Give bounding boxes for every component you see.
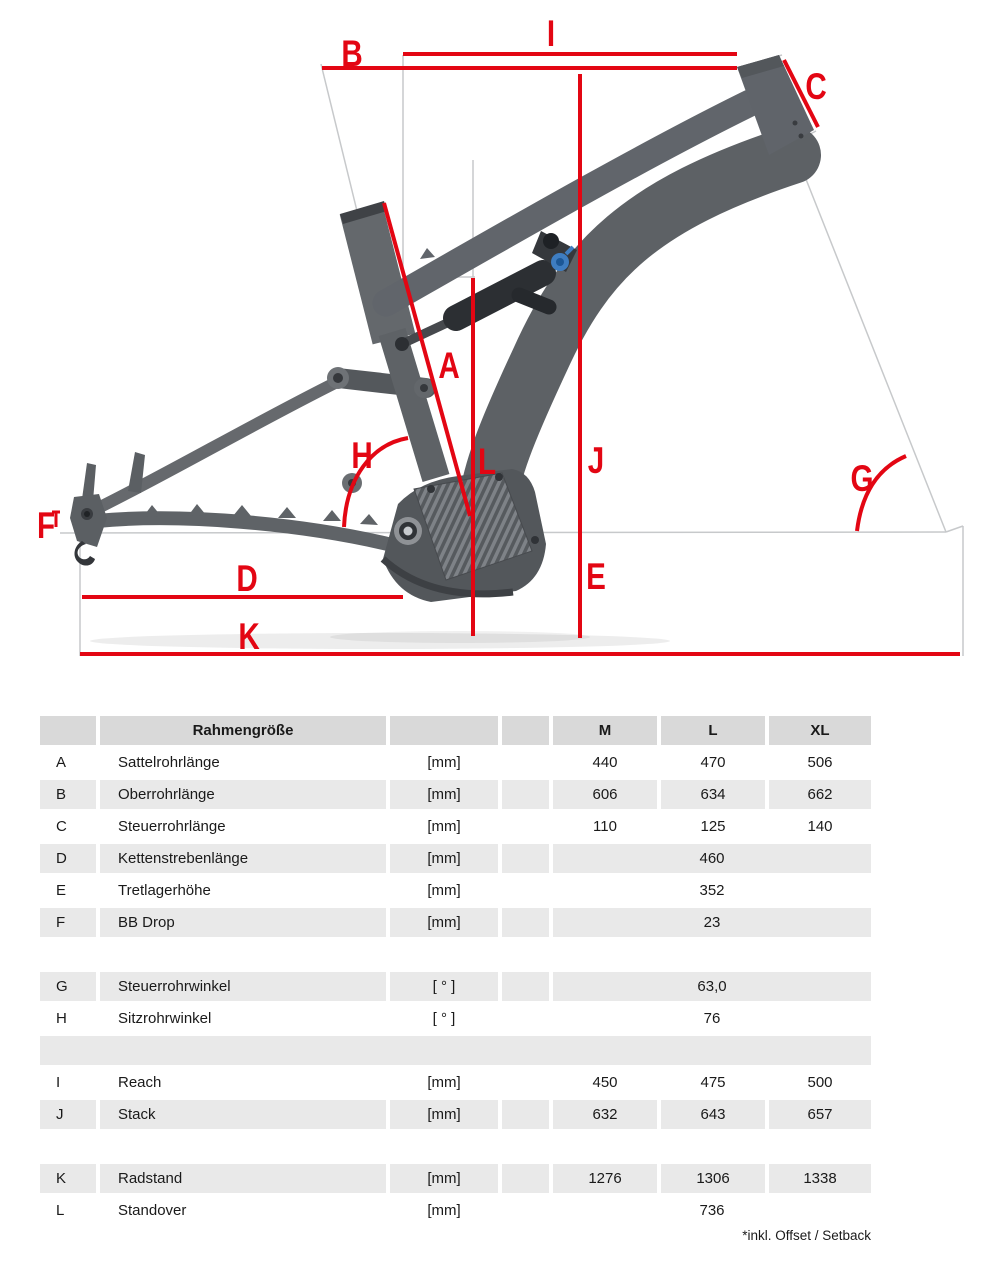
- row-value-xl: 657: [769, 1100, 871, 1129]
- row-name: Standover: [118, 1202, 187, 1219]
- row-gap-cell: [502, 1164, 549, 1193]
- row-gap-cell: [502, 1068, 549, 1097]
- dim-label-A: A: [438, 345, 460, 387]
- row-name: Kettenstrebenlänge: [100, 844, 386, 873]
- row-letter: D: [40, 844, 96, 873]
- row-value-all-sizes: 63,0: [553, 972, 871, 1001]
- motor-bolt-2: [495, 473, 503, 481]
- row-letter: G: [40, 972, 96, 1001]
- header-size-label: Rahmengröße: [100, 716, 386, 745]
- table-row-F: [40, 908, 871, 937]
- dim-label-G: G: [850, 458, 874, 500]
- table-row-L: [40, 1196, 871, 1225]
- dim-label-H: H: [351, 435, 373, 477]
- row-name: Radstand: [100, 1164, 386, 1193]
- row-name: Steuerrohrlänge: [118, 818, 226, 835]
- dim-label-D: D: [236, 558, 258, 600]
- row-value-all-sizes: 23: [553, 908, 871, 937]
- row-name: Sitzrohrwinkel: [118, 1010, 212, 1027]
- row-value-l: 634: [661, 780, 765, 809]
- row-name: Steuerrohrwinkel: [100, 972, 386, 1001]
- chainstay: [97, 518, 392, 545]
- row-unit: [mm]: [390, 780, 498, 809]
- head-bolt-1: [793, 121, 798, 126]
- row-value-m: 606: [553, 780, 657, 809]
- table-row-E: [40, 876, 871, 905]
- table-spacer: [40, 1132, 871, 1161]
- row-gap-cell: [502, 1004, 549, 1033]
- row-name: Reach: [118, 1074, 162, 1091]
- row-letter: E: [56, 882, 67, 899]
- row-gap-cell: [502, 908, 549, 937]
- row-unit: [mm]: [390, 1164, 498, 1193]
- dim-label-E: E: [586, 556, 606, 598]
- dim-label-L: L: [477, 441, 497, 483]
- dim-label-K: K: [238, 616, 260, 658]
- row-name: Sattelrohrlänge: [118, 754, 220, 771]
- table-spacer-gray: [40, 1036, 871, 1065]
- rear-axle-hole: [84, 511, 90, 517]
- table-row-B: [40, 780, 871, 809]
- row-gap-cell: [502, 844, 549, 873]
- cable-port: [420, 248, 435, 259]
- row-value-m: 1276: [553, 1164, 657, 1193]
- dim-label-I: I: [546, 13, 556, 55]
- row-gap-cell: [502, 972, 549, 1001]
- row-name: Tretlagerhöhe: [118, 882, 211, 899]
- row-value-xl: 1338: [769, 1164, 871, 1193]
- shock-dial-center: [556, 258, 564, 266]
- row-letter: A: [56, 754, 67, 771]
- motor-bolt-3: [531, 536, 539, 544]
- table-row-C: [40, 812, 871, 841]
- row-value-m: 450: [592, 1074, 618, 1091]
- row-gap-cell: [502, 748, 549, 777]
- row-unit: [ ° ]: [390, 972, 498, 1001]
- row-value-m: 110: [593, 818, 617, 835]
- table-row-K: [40, 1164, 871, 1193]
- row-unit: [mm]: [390, 908, 498, 937]
- row-letter: F: [40, 908, 96, 937]
- shock-eyelet: [395, 337, 409, 351]
- row-value-xl: 500: [807, 1074, 833, 1091]
- row-value-xl: 662: [769, 780, 871, 809]
- row-letter: I: [56, 1074, 61, 1091]
- row-value-xl: 506: [807, 754, 833, 771]
- dim-label-C: C: [805, 66, 827, 108]
- row-gap-cell: [502, 812, 549, 841]
- row-unit: [mm]: [427, 1202, 461, 1219]
- row-value-l: 1306: [661, 1164, 765, 1193]
- row-unit: [ ° ]: [432, 1010, 456, 1027]
- header-letter-cell: [40, 716, 96, 745]
- table-row-A: [40, 748, 871, 777]
- row-value-m: 440: [592, 754, 618, 771]
- row-value-l: 470: [700, 754, 726, 771]
- ground-shadow: [90, 631, 670, 649]
- row-letter: J: [40, 1100, 96, 1129]
- header-narrow-cell: [502, 716, 549, 745]
- row-value-xl: 140: [807, 818, 833, 835]
- row-value-all-sizes: 736: [699, 1202, 725, 1219]
- row-letter: K: [40, 1164, 96, 1193]
- row-value-l: 643: [661, 1100, 765, 1129]
- row-letter: B: [40, 780, 96, 809]
- row-value-l: 475: [700, 1074, 726, 1091]
- shock-mount-bolt: [543, 233, 559, 249]
- table-header-row: [40, 716, 871, 745]
- row-value-all-sizes: 460: [553, 844, 871, 873]
- row-unit: [mm]: [427, 818, 461, 835]
- row-letter: L: [56, 1202, 65, 1219]
- table-footnote: *inkl. Offset / Setback: [742, 1228, 871, 1243]
- header-col-xl: XL: [769, 716, 871, 745]
- rear-dropout: [70, 494, 107, 547]
- bike-frame-illustration: [70, 55, 814, 602]
- row-value-all-sizes: 76: [703, 1010, 721, 1027]
- seat-tube-lower: [392, 332, 436, 478]
- row-letter: C: [56, 818, 67, 835]
- row-unit: [mm]: [427, 1074, 461, 1091]
- row-gap-cell: [502, 876, 549, 905]
- table-row-H: [40, 1004, 871, 1033]
- table-row-J: [40, 1100, 871, 1129]
- dim-label-F: F: [36, 505, 56, 547]
- head-bolt-2: [799, 134, 804, 139]
- crank-axle-center: [404, 527, 413, 536]
- row-name: Stack: [100, 1100, 386, 1129]
- table-spacer: [40, 940, 871, 969]
- rocker-pivot-right-bolt: [420, 384, 428, 392]
- geometry-table: [40, 716, 871, 1243]
- row-value-m: 632: [553, 1100, 657, 1129]
- row-name: BB Drop: [100, 908, 386, 937]
- row-gap-cell: [502, 1100, 549, 1129]
- row-name: Oberrohrlänge: [100, 780, 386, 809]
- table-row-I: [40, 1068, 871, 1097]
- table-row-G: [40, 972, 871, 1001]
- row-gap-cell: [502, 1196, 549, 1225]
- row-gap-cell: [502, 780, 549, 809]
- row-unit: [mm]: [390, 1100, 498, 1129]
- header-col-m: M: [553, 716, 657, 745]
- row-value-l: 125: [700, 818, 726, 835]
- row-unit: [mm]: [427, 882, 461, 899]
- row-unit: [mm]: [427, 754, 461, 771]
- row-unit: [mm]: [390, 844, 498, 873]
- row-letter: H: [56, 1010, 67, 1027]
- motor-bolt-1: [427, 485, 435, 493]
- header-col-l: L: [661, 716, 765, 745]
- dim-label-J: J: [587, 440, 605, 482]
- row-value-all-sizes: 352: [699, 882, 725, 899]
- table-row-D: [40, 844, 871, 873]
- header-unit-cell: [390, 716, 498, 745]
- rocker-pivot-left-bolt: [333, 373, 343, 383]
- dim-label-B: B: [341, 33, 363, 75]
